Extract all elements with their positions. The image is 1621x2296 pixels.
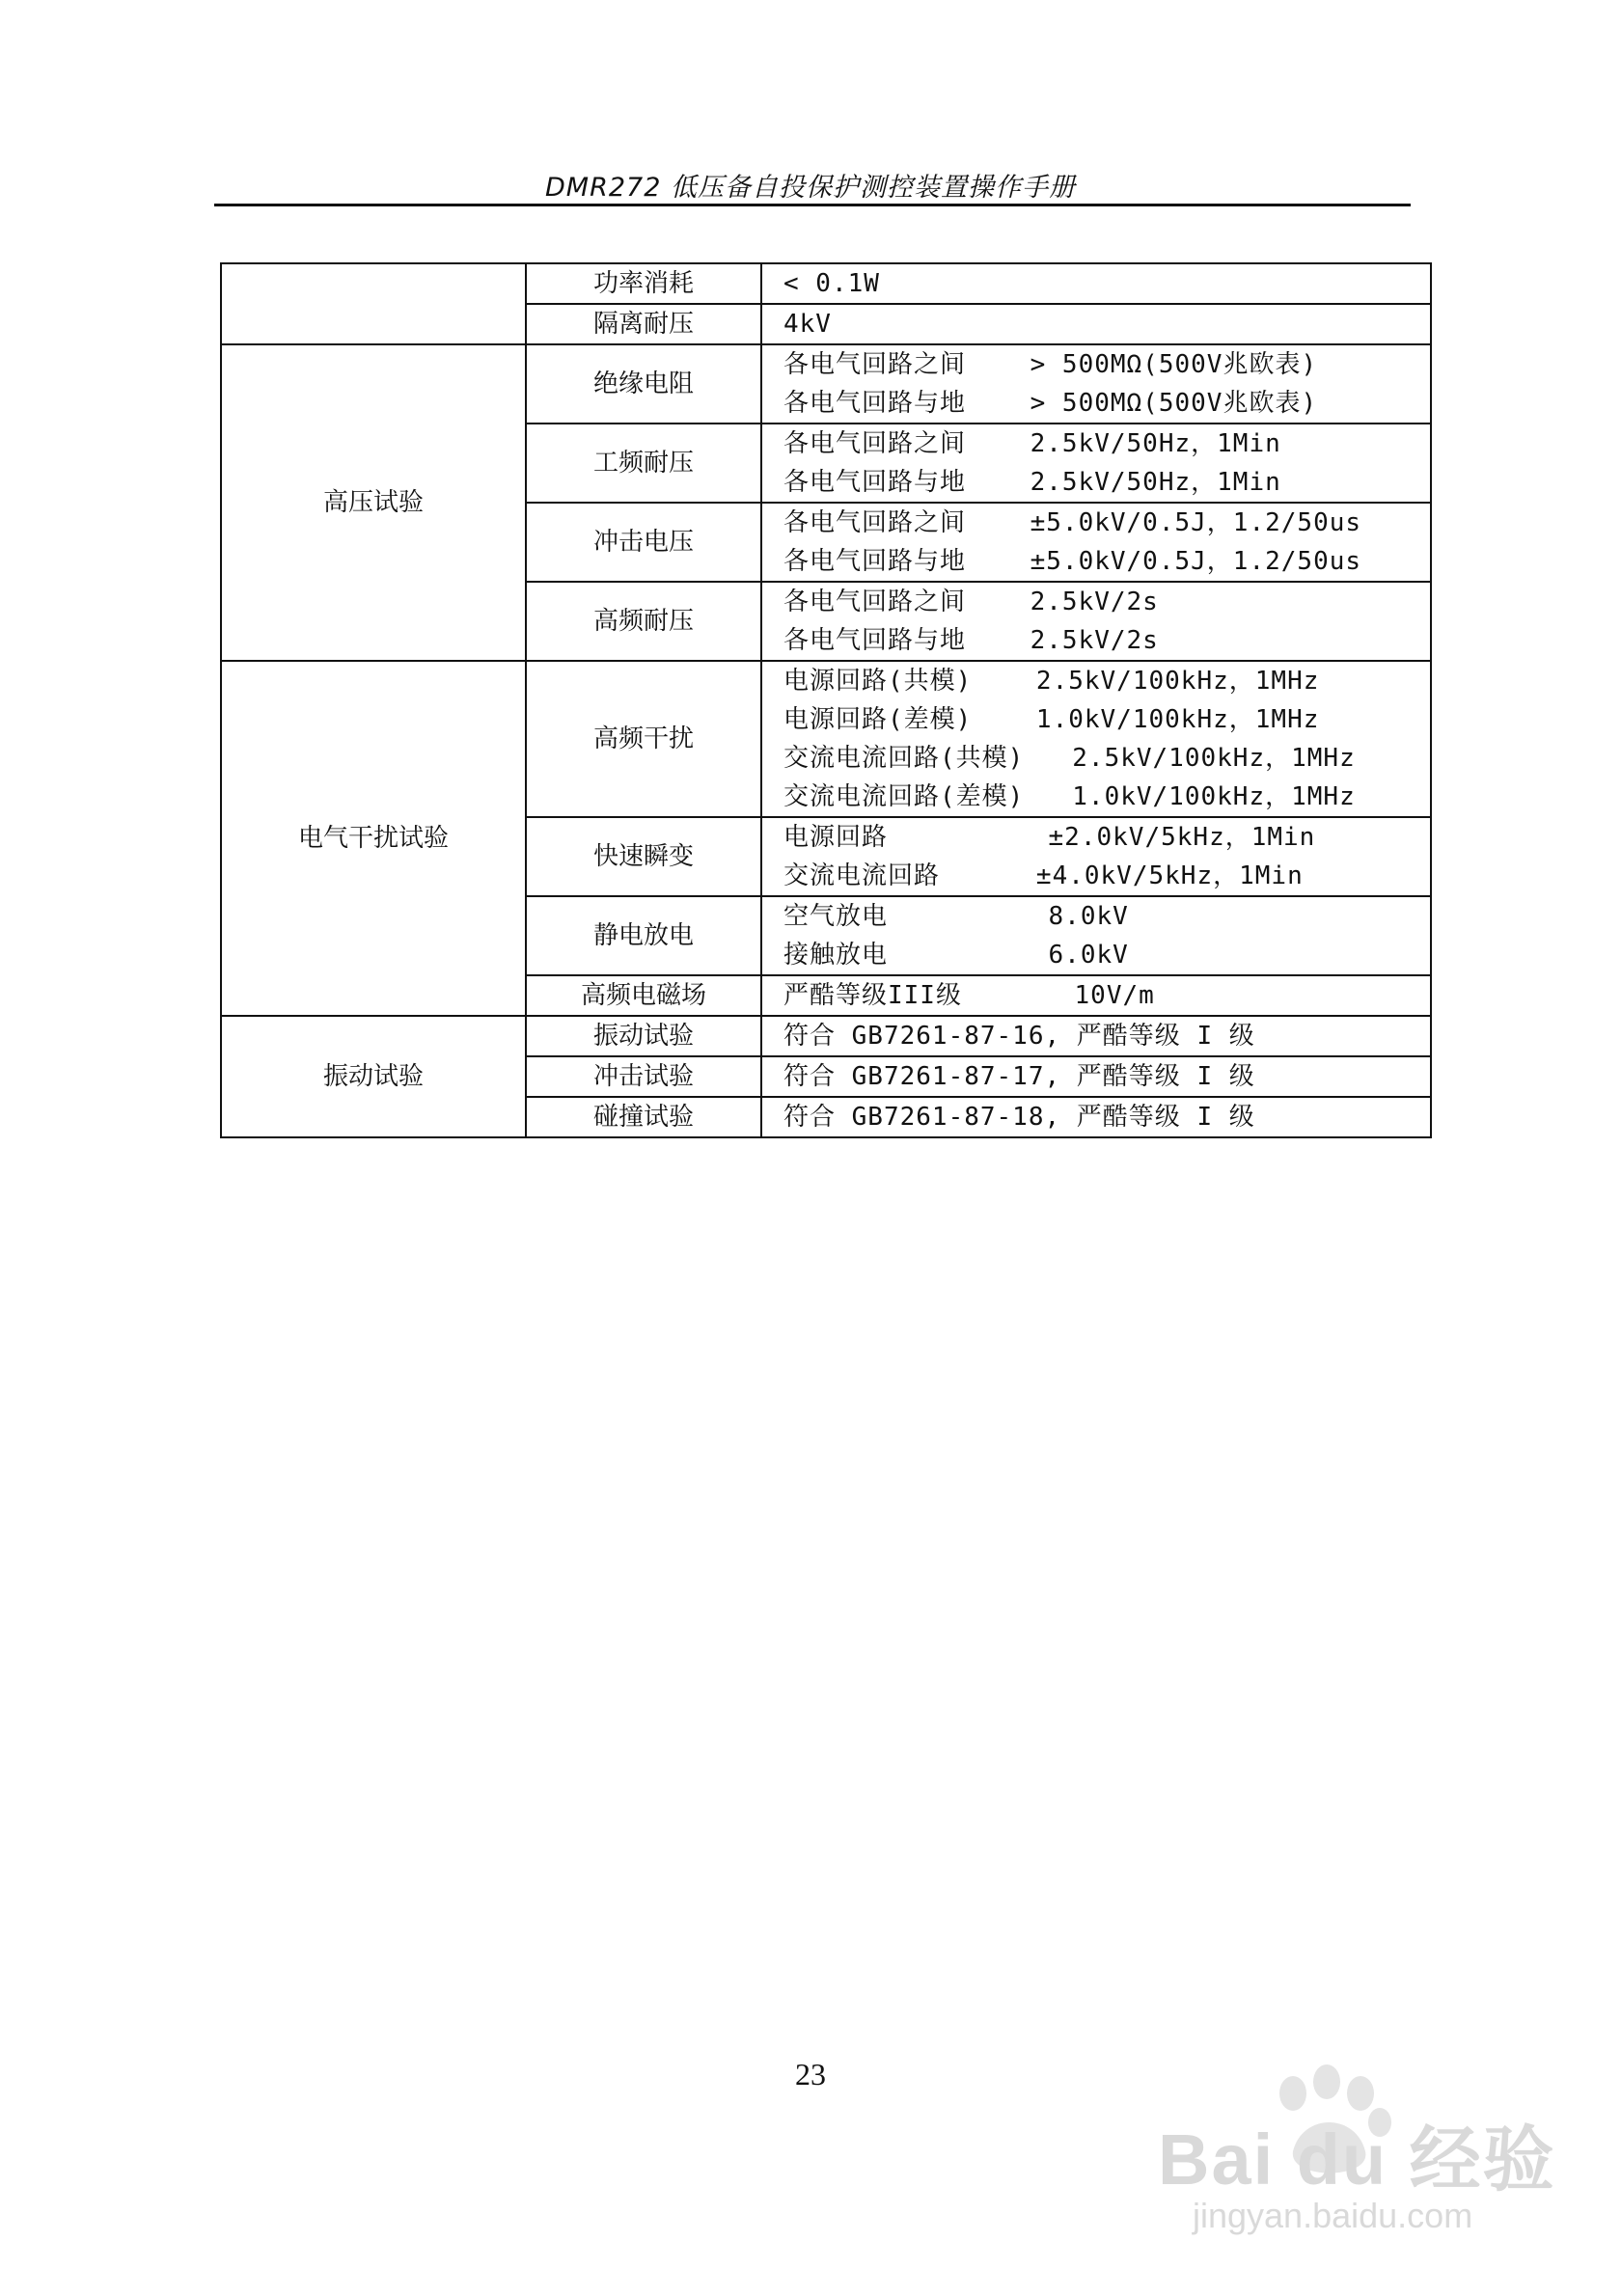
value-line: 各电气回路与地 2.5kV/50Hz，1Min [783, 468, 1281, 497]
watermark-brand: Bai du 经验 [1158, 2119, 1556, 2200]
table-row [221, 344, 1431, 424]
value-cell [761, 1097, 1431, 1137]
value-line: 符合 GB7261-87-18, 严酷等级 I 级 [783, 1103, 1255, 1132]
value-cell [761, 896, 1431, 975]
value-cell [761, 1056, 1431, 1097]
item-cell: 快速瞬变 [526, 817, 761, 896]
category-cell: 高压试验 [221, 344, 526, 661]
category-cell: 电气干扰试验 [221, 661, 526, 1016]
value-line: 各电气回路与地 > 500MΩ(500V兆欧表) [783, 389, 1318, 418]
value-line: 符合 GB7261-87-17, 严酷等级 I 级 [783, 1062, 1255, 1091]
item-cell: 高频干扰 [526, 661, 761, 817]
value-line: 交流电流回路 ±4.0kV/5kHz，1Min [783, 861, 1304, 890]
value-line: 电源回路(共模) 2.5kV/100kHz，1MHz [783, 667, 1320, 696]
item-cell: 碰撞试验 [526, 1097, 761, 1137]
value-line: 空气放电 8.0kV [783, 902, 1129, 931]
item-cell: 工频耐压 [526, 424, 761, 503]
item-cell: 功率消耗 [526, 263, 761, 304]
document-header-title: DMR272 低压备自投保护测控装置操作手册 [545, 173, 1076, 203]
value-line: 电源回路 ±2.0kV/5kHz，1Min [783, 823, 1316, 852]
table-row [221, 263, 1431, 304]
value-line: 交流电流回路(差模) 1.0kV/100kHz，1MHz [783, 782, 1356, 811]
value-line: 电源回路(差模) 1.0kV/100kHz，1MHz [783, 705, 1320, 734]
table-row [221, 1016, 1431, 1056]
value-line: 符合 GB7261-87-16, 严酷等级 I 级 [783, 1022, 1255, 1051]
item-cell: 静电放电 [526, 896, 761, 975]
value-cell [761, 975, 1431, 1016]
value-cell [761, 503, 1431, 582]
value-line: 严酷等级III级 10V/m [783, 981, 1155, 1010]
specification-table [220, 262, 1432, 1138]
value-cell [761, 582, 1431, 661]
value-line: 交流电流回路(共模) 2.5kV/100kHz，1MHz [783, 744, 1356, 773]
item-cell: 冲击电压 [526, 503, 761, 582]
value-cell [761, 424, 1431, 503]
value-line: 各电气回路与地 2.5kV/2s [783, 626, 1159, 655]
value-line: 各电气回路之间 > 500MΩ(500V兆欧表) [783, 350, 1318, 379]
page-number: 23 [795, 2057, 826, 2091]
item-cell: 冲击试验 [526, 1056, 761, 1097]
value-cell [761, 1016, 1431, 1056]
value-cell [761, 817, 1431, 896]
item-cell: 绝缘电阻 [526, 344, 761, 424]
item-cell: 隔离耐压 [526, 304, 761, 344]
value-line: 接触放电 6.0kV [783, 941, 1129, 970]
item-cell: 高频耐压 [526, 582, 761, 661]
category-cell: 振动试验 [221, 1016, 526, 1137]
category-cell-empty [221, 263, 526, 344]
value-line: 各电气回路之间 2.5kV/50Hz，1Min [783, 429, 1281, 458]
value-line: < 0.1W [783, 269, 880, 298]
item-cell: 振动试验 [526, 1016, 761, 1056]
value-line: 各电气回路与地 ±5.0kV/0.5J，1.2/50us [783, 547, 1362, 576]
value-line: 各电气回路之间 2.5kV/2s [783, 588, 1159, 616]
watermark-url: jingyan.baidu.com [1193, 2196, 1473, 2235]
item-cell: 高频电磁场 [526, 975, 761, 1016]
value-cell [761, 661, 1431, 817]
table-row [221, 661, 1431, 817]
value-line: 4kV [783, 310, 832, 339]
value-line: 各电气回路之间 ±5.0kV/0.5J，1.2/50us [783, 508, 1362, 537]
value-cell [761, 263, 1431, 304]
value-cell [761, 304, 1431, 344]
value-cell [761, 344, 1431, 424]
header-divider [214, 204, 1411, 206]
